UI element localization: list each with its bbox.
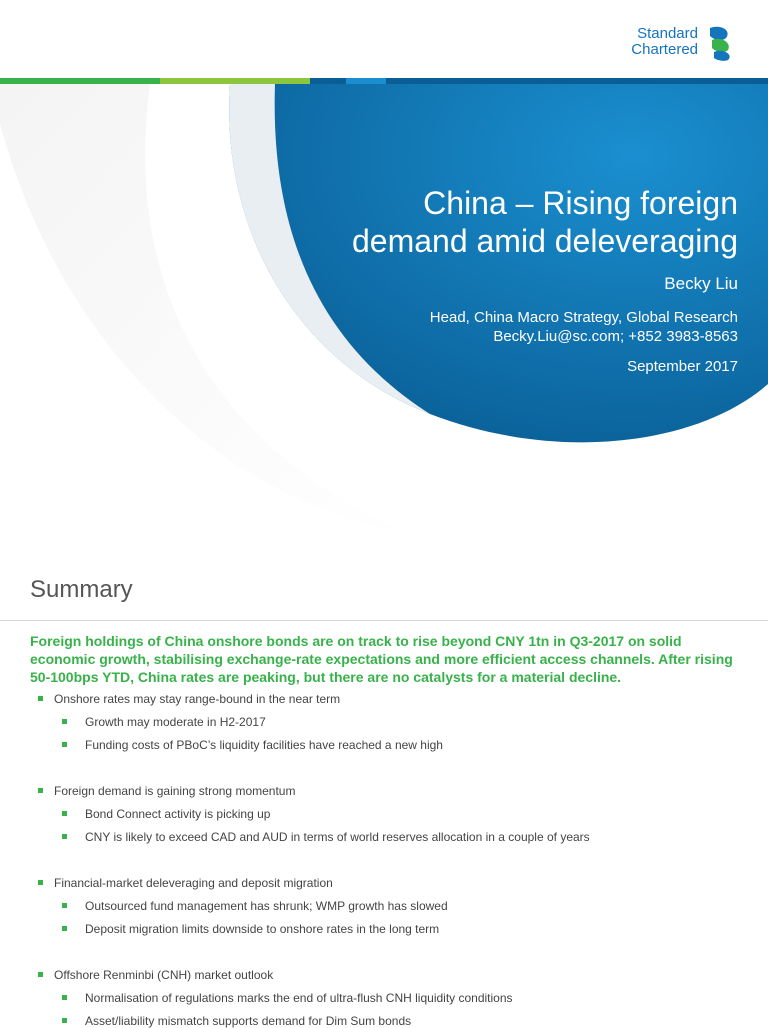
bullet-level-2: Growth may moderate in H2-2017 [38,715,748,729]
logo-wordmark [631,26,698,58]
bullet-level-2: CNY is likely to exceed CAD and AUD in terms of world reserves allocation in a couple of years [38,830,748,844]
summary-lead: Foreign holdings of China onshore bonds are on track to rise beyond CNY 1tn in Q3-2017 on solid economic growth, stabilising exchange-rate expectations and more efficient access channels. After rising 50-100bps YTD, China rates are peaking, but there are no catalysts for a material decline. [30,633,733,685]
cover-title: China – Rising foreign demand amid deleveraging [351,185,738,259]
bullet-level-1: Foreign demand is gaining strong momentum [38,784,748,798]
logo-line-2: Chartered [631,41,698,58]
bullet-level-2: Asset/liability mismatch supports demand for Dim Sum bonds [38,1014,748,1028]
cover-graphic [0,84,768,544]
summary-bullets [38,692,748,1028]
author-title: Head, China Macro Strategy, Global Research [429,309,738,326]
cover-text [352,184,738,375]
bullet-level-2: Funding costs of PBoC’s liquidity facilities have reached a new high [38,738,748,752]
spacer [38,936,748,958]
bullet-level-1: Offshore Renminbi (CNH) market outlook [38,968,748,982]
spacer [38,752,748,774]
bullet-level-2: Bond Connect activity is picking up [38,807,748,821]
logo-swirl-icon [704,22,736,62]
spacer [38,844,748,866]
bullet-level-2: Normalisation of regulations marks the end of ultra-flush CNH liquidity conditions [38,991,748,1005]
brand-logo [631,22,736,62]
bullet-level-2: Outsourced fund management has shrunk; WMP growth has slowed [38,899,748,913]
bullet-level-1: Onshore rates may stay range-bound in the near term [38,692,748,706]
bullet-level-2: Deposit migration limits downside to onshore rates in the long term [38,922,748,936]
summary-heading: Summary [30,576,133,603]
bullet-level-1: Financial-market deleveraging and deposit migration [38,876,748,890]
author-contact: Becky.Liu@sc.com; +852 3983-8563 [493,328,738,345]
cover-author: Becky Liu [664,274,738,293]
summary-divider [0,620,768,621]
cover-date: September 2017 [627,358,738,375]
logo-line-1: Standard [637,25,698,42]
author-role [352,308,738,346]
